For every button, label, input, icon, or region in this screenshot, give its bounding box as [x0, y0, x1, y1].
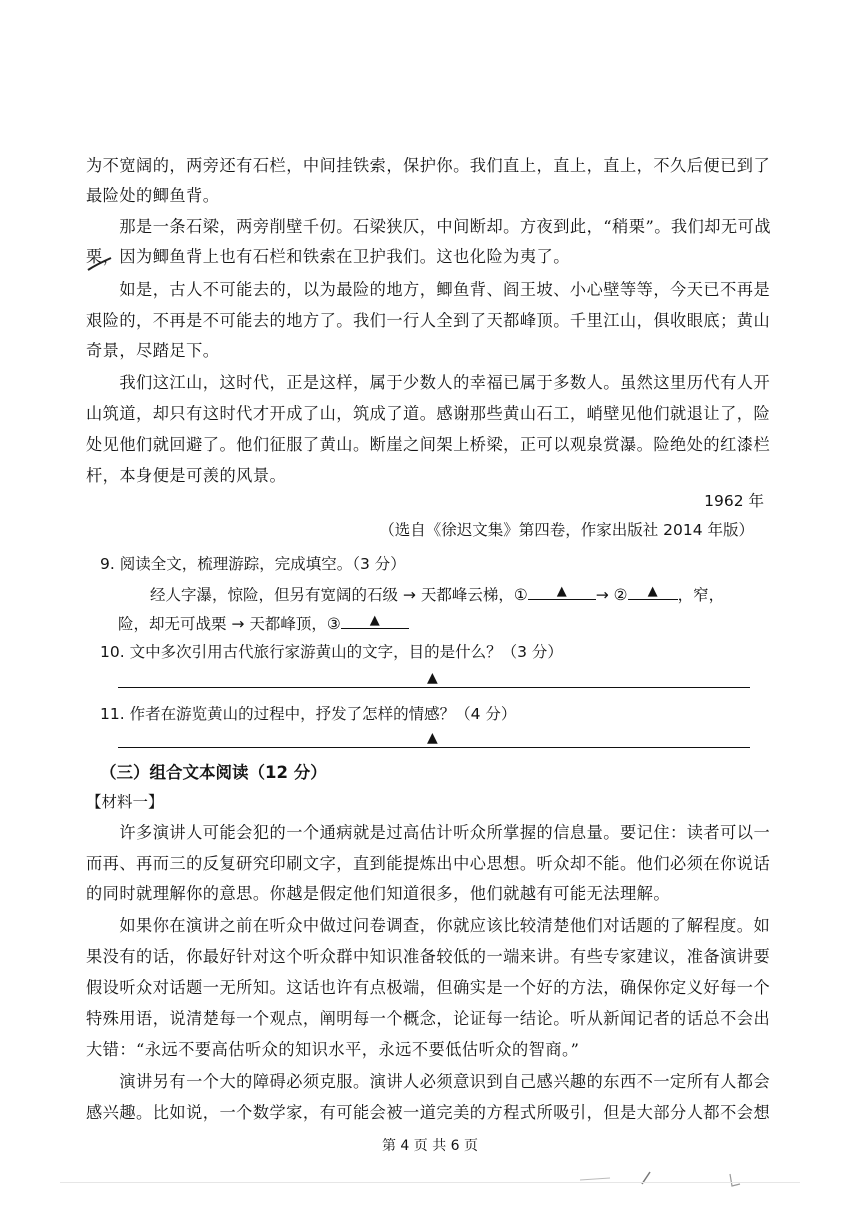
q9-text-1: 经人字瀑，惊险，但另有宽阔的石级 → 天都峰云梯，① — [150, 586, 528, 604]
material-line: 的同时就理解你的意思。你越是假定他们知道很多，他们就越有可能无法理解。 — [86, 884, 671, 903]
blank-1[interactable] — [528, 583, 596, 600]
passage-line: 那是一条石梁，两旁削壁千仞。石梁狭仄，中间断却。方夜到此，“稍栗”。我们却无可战 — [86, 217, 772, 236]
scan-smudge-icon — [580, 1168, 780, 1192]
passage-line: 奇景，尽踏足下。 — [86, 341, 220, 360]
passage-source: （选自《徐迟文集》第四卷，作家出版社 2014 年版） — [379, 521, 754, 539]
passage-year: 1962 年 — [704, 492, 764, 510]
blank-2[interactable] — [628, 583, 678, 600]
answer-marker-icon: ▲ — [427, 670, 438, 686]
passage-line: 最险处的鲫鱼背。 — [86, 186, 220, 205]
material-line: 演讲另有一个大的障碍必须克服。演讲人必须意识到自己感兴趣的东西不一定所有人都会 — [86, 1072, 771, 1091]
passage-line: 杆，本身便是可羡的风景。 — [86, 466, 287, 485]
passage-line: 艰险的，不再是不可能去的地方了。我们一行人全到了天都峰顶。千里江山，俱收眼底；黄山 — [86, 311, 771, 330]
q9-text-2: ，窄， — [677, 586, 725, 604]
scan-edge — [60, 1182, 800, 1183]
material-line: 而再、再而三的反复研究印刷文字，直到能提炼出中心思想。听众却不能。他们必须在你说话 — [86, 854, 771, 873]
question-9-line-2 — [118, 612, 808, 635]
material-line: 许多演讲人可能会犯的一个通病就是过高估计听众所掌握的信息量。要记住：读者可以一 — [86, 823, 771, 842]
passage-line: 山筑道，却只有这时代才开成了山，筑成了道。感谢那些黄山石工，峭壁见他们就退让了，险 — [86, 404, 771, 423]
material-line: 特殊用语，说清楚每一个观点，阐明每一个概念，论证每一结论。听从新闻记者的话总不会出 — [86, 1009, 771, 1028]
pen-mark-icon — [86, 254, 114, 274]
q9-arrow: → ② — [595, 586, 628, 604]
question-9-line-1 — [150, 583, 770, 606]
section-heading: （三）组合文本阅读（12 分） — [100, 763, 327, 782]
material-line: 如果你在演讲之前在听众中做过问卷调查，你就应该比较清楚他们对话题的了解程度。如 — [86, 916, 771, 935]
question-11-stem: 11. 作者在游览黄山的过程中，抒发了怎样的情感？（4 分） — [100, 705, 517, 723]
answer-line-11[interactable] — [118, 747, 750, 748]
material-line: 感兴趣。比如说，一个数学家，有可能会被一道完美的方程式所吸引，但是大部分人都不会想 — [86, 1103, 771, 1122]
question-9-stem: 9. 阅读全文，梳理游踪，完成填空。（3 分） — [100, 555, 406, 573]
passage-line: 栗，因为鲫鱼背上也有石栏和铁索在卫护我们。这也化险为夷了。 — [86, 247, 570, 266]
blank-marker-icon: ▲ — [556, 584, 567, 599]
answer-line-10[interactable] — [118, 687, 750, 688]
passage-line: 为不宽阔的，两旁还有石栏，中间挂铁索，保护你。我们直上，直上，直上，不久后便已到了 — [86, 156, 771, 175]
passage-line: 如是，古人不可能去的，以为最险的地方，鲫鱼背、阎王坡、小心壁等等，今天已不再是 — [86, 280, 771, 299]
material-line: 假设听众对话题一无所知。这话也许有点极端，但确实是一个好的方法，确保你定义好每一个 — [86, 978, 771, 997]
passage-line: 处见他们就回避了。他们征服了黄山。断崖之间架上桥梁，正可以观泉赏瀑。险绝处的红漆栏 — [86, 435, 771, 454]
blank-3[interactable] — [341, 612, 409, 629]
answer-marker-icon: ▲ — [427, 730, 438, 746]
blank-marker-icon: ▲ — [369, 613, 380, 628]
q9-text-3: 险，却无可战栗 → 天都峰顶，③ — [118, 615, 341, 633]
material-line: 果没有的话，你最好针对这个听众群中知识准备较低的一端来讲。有些专家建议，准备演讲要 — [86, 947, 771, 966]
question-10-stem: 10. 文中多次引用古代旅行家游黄山的文字，目的是什么？（3 分） — [100, 643, 563, 661]
passage-line: 我们这江山，这时代，正是这样，属于少数人的幸福已属于多数人。虽然这里历代有人开 — [86, 373, 771, 392]
material-line: 大错：“永远不要高估听众的知识水平，永远不要低估听众的智商。” — [86, 1040, 580, 1059]
blank-marker-icon: ▲ — [647, 584, 658, 599]
material-label: 【材料一】 — [86, 793, 164, 811]
page-footer: 第 4 页 共 6 页 — [381, 1138, 479, 1154]
